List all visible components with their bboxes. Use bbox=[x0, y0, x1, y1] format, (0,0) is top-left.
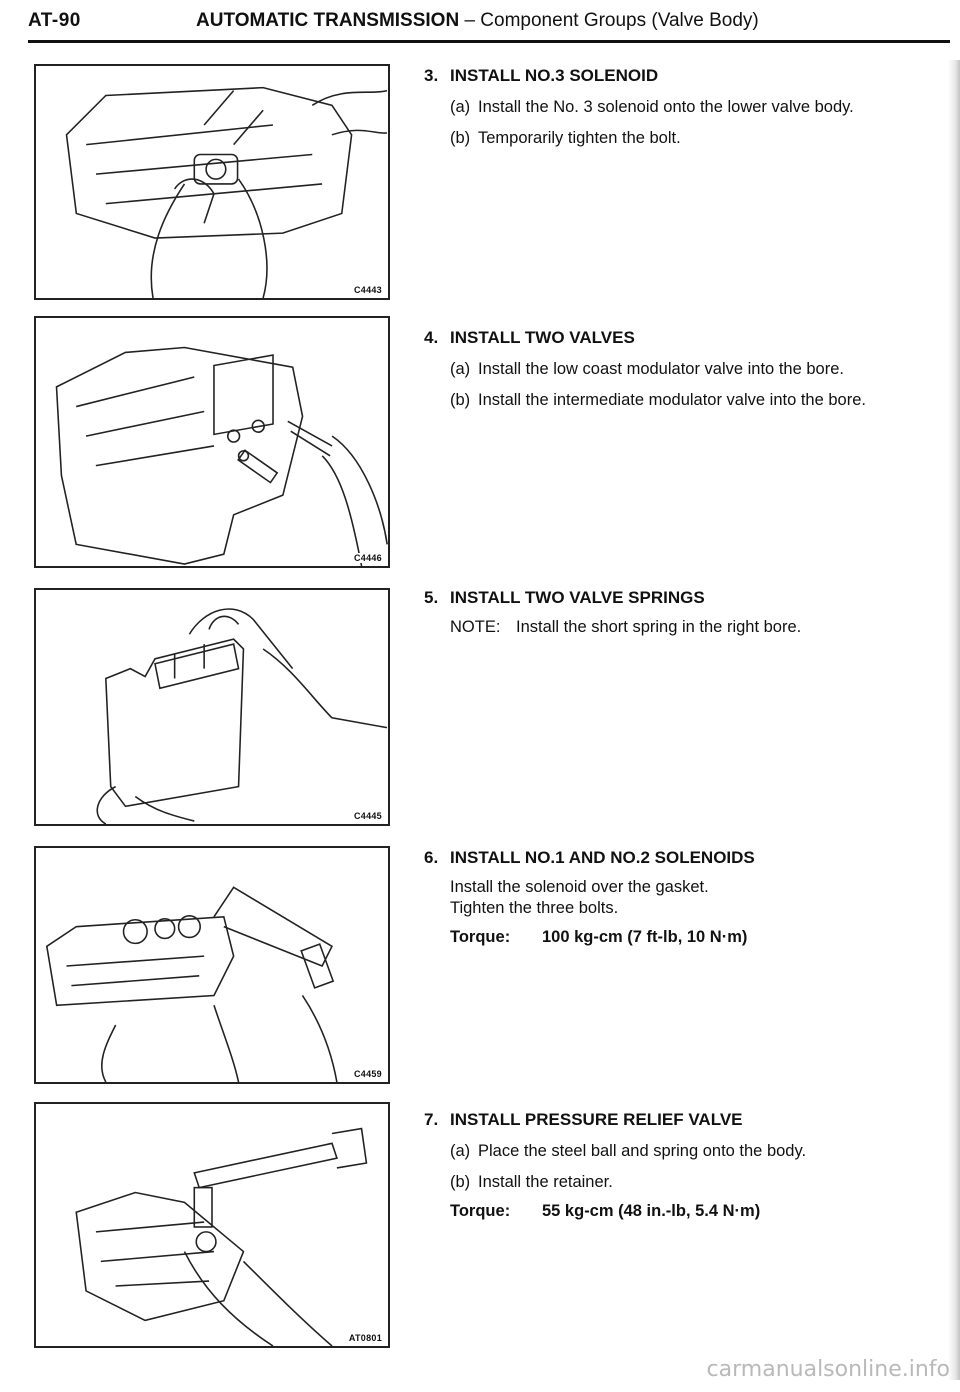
step-item bbox=[450, 360, 954, 379]
step-line: Tighten the three bolts. bbox=[450, 899, 619, 917]
illustration-solenoids-install bbox=[36, 848, 388, 1082]
header-rule bbox=[28, 40, 950, 43]
illustration-valve-springs bbox=[36, 590, 388, 824]
step-heading bbox=[424, 66, 954, 86]
watermark: carmanualsonline.info bbox=[706, 1357, 950, 1382]
item-tag: (b) bbox=[450, 391, 471, 409]
step-7 bbox=[424, 1110, 954, 1221]
torque-value: 55 kg-cm (48 in.-lb, 5.4 N·m) bbox=[542, 1202, 761, 1220]
step-item bbox=[450, 98, 954, 117]
step-number: 5. bbox=[424, 588, 439, 607]
step-item bbox=[450, 1142, 954, 1161]
page-title bbox=[196, 10, 759, 32]
step-6 bbox=[424, 848, 954, 947]
step-number: 7. bbox=[424, 1110, 439, 1129]
figure-valve-springs bbox=[34, 588, 390, 826]
item-text: Temporarily tighten the bolt. bbox=[478, 129, 681, 147]
item-text: Install the intermediate modulator valve into the bore. bbox=[478, 391, 866, 409]
figure-code: C4443 bbox=[353, 285, 382, 295]
step-number: 6. bbox=[424, 848, 439, 867]
step-number: 3. bbox=[424, 66, 439, 85]
item-tag: (b) bbox=[450, 1173, 471, 1191]
step-5 bbox=[424, 588, 954, 637]
item-tag: (a) bbox=[450, 360, 471, 378]
figure-code: C4459 bbox=[353, 1069, 382, 1079]
torque-spec bbox=[450, 1202, 954, 1221]
step-title: INSTALL TWO VALVES bbox=[450, 328, 635, 347]
page-header bbox=[28, 10, 948, 40]
illustration-valves-install bbox=[36, 318, 388, 566]
figure-solenoids-install bbox=[34, 846, 390, 1084]
step-title: INSTALL PRESSURE RELIEF VALVE bbox=[450, 1110, 743, 1129]
page-title-rest: – Component Groups (Valve Body) bbox=[459, 10, 759, 31]
step-heading bbox=[424, 1110, 954, 1130]
page-number: AT-90 bbox=[28, 10, 81, 31]
illustration-pressure-relief-valve bbox=[36, 1104, 388, 1346]
torque-label: Torque: bbox=[450, 928, 511, 946]
step-title: INSTALL NO.1 AND NO.2 SOLENOIDS bbox=[450, 848, 755, 867]
item-tag: (b) bbox=[450, 129, 471, 147]
step-item bbox=[450, 391, 954, 410]
step-4 bbox=[424, 328, 954, 410]
step-number: 4. bbox=[424, 328, 439, 347]
page-title-bold: AUTOMATIC TRANSMISSION bbox=[196, 10, 460, 31]
figure-code: C4446 bbox=[353, 553, 382, 563]
item-tag: (a) bbox=[450, 1142, 471, 1160]
torque-label: Torque: bbox=[450, 1202, 511, 1220]
step-item bbox=[450, 1173, 954, 1192]
step-3 bbox=[424, 66, 954, 148]
step-title: INSTALL TWO VALVE SPRINGS bbox=[450, 588, 705, 607]
figure-pressure-relief-valve bbox=[34, 1102, 390, 1348]
note-label: NOTE: bbox=[450, 618, 501, 636]
item-text: Install the retainer. bbox=[478, 1173, 613, 1191]
step-heading bbox=[424, 588, 954, 608]
figure-code: AT0801 bbox=[348, 1333, 382, 1343]
item-text: Install the low coast modulator valve into the bore. bbox=[478, 360, 844, 378]
illustration-solenoid-install bbox=[36, 66, 388, 298]
scan-edge-shadow bbox=[948, 60, 960, 1380]
item-text: Install the No. 3 solenoid onto the lower valve body. bbox=[478, 98, 854, 116]
torque-spec bbox=[450, 928, 954, 947]
step-heading bbox=[424, 848, 954, 868]
step-note bbox=[450, 618, 954, 637]
step-title: INSTALL NO.3 SOLENOID bbox=[450, 66, 659, 85]
figure-solenoid-install bbox=[34, 64, 390, 300]
item-text: Place the steel ball and spring onto the body. bbox=[478, 1142, 807, 1160]
step-heading bbox=[424, 328, 954, 348]
figure-code: C4445 bbox=[353, 811, 382, 821]
step-item bbox=[450, 129, 954, 148]
item-tag: (a) bbox=[450, 98, 471, 116]
torque-value: 100 kg-cm (7 ft-lb, 10 N·m) bbox=[542, 928, 748, 946]
figure-valves-install bbox=[34, 316, 390, 568]
note-text: Install the short spring in the right bore. bbox=[516, 618, 802, 636]
step-line: Install the solenoid over the gasket. bbox=[450, 878, 709, 896]
